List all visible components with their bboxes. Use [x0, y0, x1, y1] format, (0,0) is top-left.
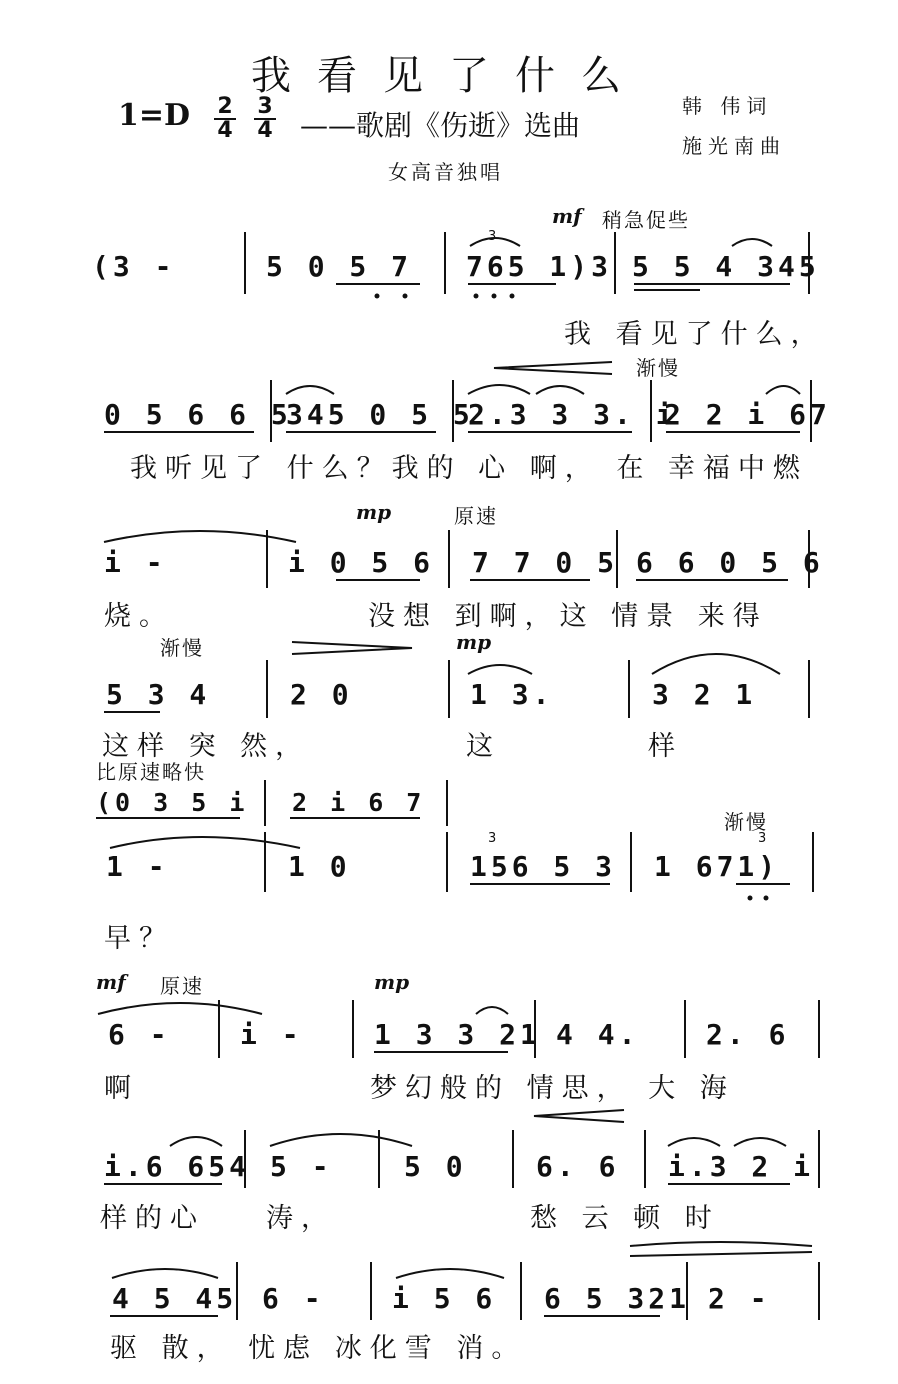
lyric-line: 我听见了 什么？我的 心 啊， 在 幸福中燃	[130, 453, 808, 484]
dynamic-mark: mp	[374, 970, 410, 994]
slur	[652, 654, 780, 674]
measure: 2 i 6 7	[292, 788, 426, 817]
dynamic-mark: mp	[356, 500, 392, 524]
measure: i -	[240, 1018, 303, 1051]
slur	[286, 386, 334, 394]
measure: 3 2 1	[652, 678, 757, 711]
measure: 2 2 i 67	[664, 398, 831, 431]
measure: 765 1)3	[466, 250, 613, 283]
slur	[270, 1134, 412, 1146]
measure: 6. 6	[536, 1150, 620, 1183]
crescendo-hairpin	[534, 1110, 624, 1122]
lyric-line: 驱 散， 忧虑 冰化雪 消。	[110, 1333, 527, 1364]
measure: 0 5 6 6 5	[104, 398, 292, 431]
measure: i.6 654	[104, 1150, 251, 1183]
slur	[396, 1269, 504, 1278]
measure: 5 -	[270, 1150, 333, 1183]
dynamic-mark: mf	[96, 970, 126, 994]
measure: 345 0 5 5	[286, 398, 474, 431]
subtitle: ——歌剧《伤逝》选曲	[300, 109, 581, 142]
measure: 5 5 4 345	[632, 250, 820, 283]
slur	[732, 239, 772, 246]
measure: 5 0	[404, 1150, 467, 1183]
measure: 7 7 0 5	[472, 546, 619, 579]
measure: 6 -	[108, 1018, 171, 1051]
song-title: 我看见了什么	[251, 53, 647, 99]
tempo-mark: 稍急促些	[602, 208, 690, 232]
measure: 1 3.	[470, 678, 554, 711]
measure: 4 4.	[556, 1018, 640, 1051]
slur	[110, 837, 300, 848]
tempo-mark: 原速	[454, 504, 498, 528]
lyric-line: 烧。	[104, 601, 174, 632]
lyric-line: 梦幻般的 情思， 大 海	[370, 1073, 735, 1104]
measure: i 0 5 6	[288, 546, 435, 579]
tempo-mark: 渐慢	[724, 810, 768, 834]
meter-denominator: 4	[257, 118, 273, 143]
slur	[170, 1137, 222, 1146]
measure: i.3 2 i	[668, 1150, 815, 1183]
lyric-line: 我 看见了什么，	[564, 319, 826, 350]
key-signature: 1=D	[118, 98, 191, 133]
measure: i -	[104, 546, 167, 579]
lyric-line: 没想 到啊，这 情景 来得	[368, 601, 768, 632]
svg-text:3: 3	[488, 229, 497, 244]
meter-numerator: 3	[257, 94, 273, 119]
slur	[630, 1242, 812, 1246]
lyric-line: 涛，	[266, 1203, 336, 1234]
slur	[112, 1269, 218, 1278]
slur	[476, 1007, 508, 1014]
lyric-line: 啊	[104, 1073, 139, 1104]
svg-text:3: 3	[758, 831, 767, 846]
octave-dots	[375, 294, 769, 901]
lyric-line: 这样 突 然，	[102, 731, 311, 762]
dynamic-mark: mf	[552, 204, 582, 228]
tempo-mark: 渐慢	[636, 356, 680, 380]
measure: 2 0	[290, 678, 353, 711]
lyric-line: 样	[648, 731, 683, 762]
slur	[98, 1003, 262, 1014]
composer-credit: 施光南曲	[682, 134, 786, 158]
slur	[734, 1138, 786, 1146]
slur	[468, 665, 532, 674]
hairpins	[292, 362, 815, 1256]
slur	[468, 385, 530, 394]
meter-numerator: 2	[217, 94, 233, 119]
triplet-marks	[488, 229, 766, 846]
svg-text:3: 3	[488, 831, 497, 846]
measure: 1 3 3 21	[374, 1018, 541, 1051]
lyric-line: 愁 云 顿 时	[530, 1203, 720, 1234]
slur	[104, 531, 296, 542]
performer-label: 女高音独唱	[388, 160, 503, 184]
measure: 6 5 321	[544, 1282, 691, 1315]
measure: 6 6 0 5 6	[636, 546, 824, 579]
measure: 1 -	[106, 850, 169, 883]
lyric-line: 早？	[104, 923, 174, 954]
lyric-line: 样的心	[100, 1203, 205, 1234]
measure: (0 3 5 i	[96, 788, 249, 817]
lyric-line: 这	[466, 731, 501, 762]
measure: 6 -	[262, 1282, 325, 1315]
measure: 2 -	[708, 1282, 771, 1315]
dynamic-mark: mp	[456, 630, 492, 654]
underlines	[96, 284, 800, 1316]
tempo-mark: 比原速略快	[96, 760, 206, 784]
measure: 1 0	[288, 850, 351, 883]
measure: i 5 6	[392, 1282, 497, 1315]
tempo-mark: 渐慢	[160, 636, 204, 660]
tempo-mark: 原速	[160, 974, 204, 998]
slurs	[98, 238, 815, 1278]
crescendo-hairpin	[494, 362, 612, 374]
hairpin-line	[630, 1252, 812, 1256]
lyricist-credit: 韩 伟词	[682, 94, 773, 118]
slur	[536, 386, 584, 394]
measure: 2.3 3 3. i	[468, 398, 677, 431]
measure: 5 0 5 7	[266, 250, 413, 283]
meter-denominator: 4	[217, 118, 233, 143]
decrescendo-hairpin	[292, 642, 412, 654]
measure: 5 3 4	[106, 678, 211, 711]
measure: (3 -	[92, 250, 176, 283]
slur	[668, 1138, 720, 1146]
measure: 156 5 3	[470, 850, 617, 883]
slur	[766, 386, 800, 394]
measure: 4 5 45	[112, 1282, 238, 1315]
measure: 2. 6	[706, 1018, 790, 1051]
measure: 1 671)	[654, 850, 780, 883]
